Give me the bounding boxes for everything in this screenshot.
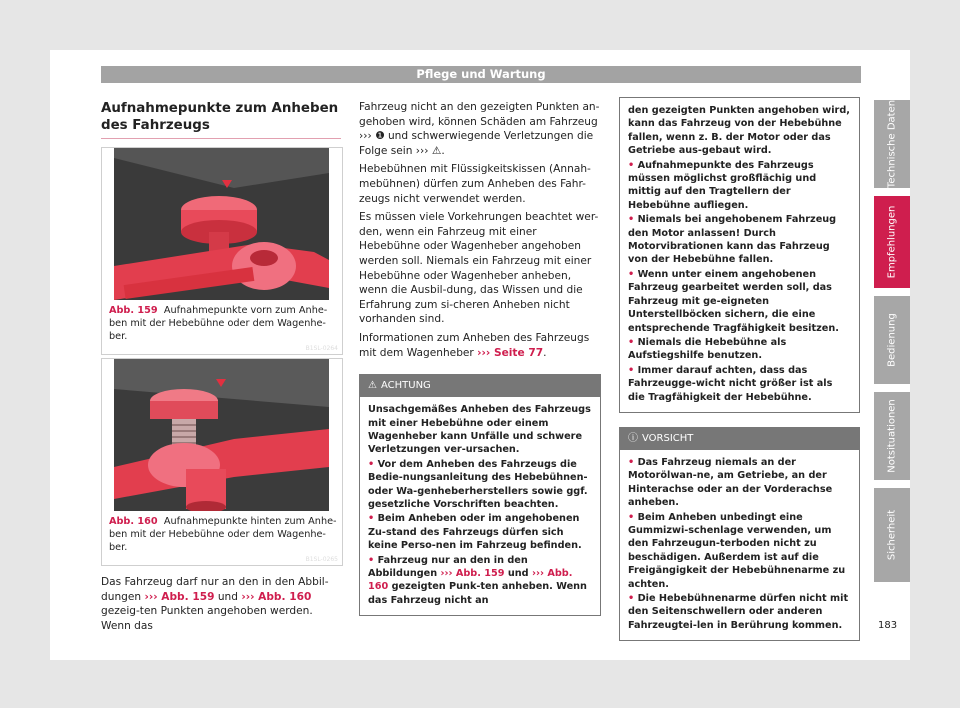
column-2 (359, 100, 601, 616)
tab-technische-daten[interactable]: Technische Daten (874, 100, 910, 188)
tab-bedienung[interactable]: Bedienung (874, 296, 910, 384)
warning-triangle-icon: ⚠ (368, 380, 377, 392)
paragraph: Informationen zum Anheben des Fahrzeugs mit dem Wagenheber ››› Seite 77. (359, 331, 590, 359)
paragraph: Fahrzeug nicht an den gezeigten Punkten an-gehoben wird, können Schäden am Fahrzeug ››› ❶ und schwerwiegende Verletzungen die Folge sein ››› ⚠. (359, 101, 600, 157)
tab-notsituationen[interactable]: Notsituationen (874, 392, 910, 480)
figure-code: B1SL-0265 (305, 556, 338, 563)
caution-box (619, 427, 860, 641)
bullet-icon: • (368, 513, 375, 525)
ref-abb-160[interactable]: ››› Abb. 160 (241, 590, 312, 603)
paragraph: Hebebühnen mit Flüssigkeitskissen (Annah-mebühnen) dürfen zum Anheben des Fahr-zeugs nicht verwendet werden. (359, 163, 591, 205)
caution-box-header: ⓘ VORSICHT (620, 428, 859, 450)
bullet-icon: • (628, 456, 635, 468)
column-1 (101, 100, 341, 134)
tab-empfehlungen[interactable]: Empfehlungen (874, 196, 910, 288)
warning-box (359, 374, 601, 616)
warning-box-body: den gezeigten Punkten angehoben wird, kann das Fahrzeug von der Hebebühne fallen, wenn z. B. der Motor oder das Getriebe aus-gebaut wird. • Aufnahmepunkte des Fahrzeugs müssen möglichst großflächig und mittig auf den Tragtellern der Hebebühne aufliegen. • Niemals bei angehobenem Fahrzeug den Motor anlassen! Durch Motorvibrationen kann das Fahrzeug von der Hebebühne fallen. • Wenn unter einem angehobenen Fahrzeug gearbeitet werden soll, das Fahrzeug mit ge-eigneten Unterstellböcken sichern, die eine entsprechende Tragfähigkeit besitzen. • Niemals die Hebebühne als Aufstiegshilfe benutzen. • Immer darauf achten, dass das Fahrzeugge-wicht nicht größer ist als die Tragfähigkeit der Hebebühne. (628, 105, 850, 403)
tab-sicherheit[interactable]: Sicherheit (874, 488, 910, 582)
bullet-icon: • (628, 511, 635, 523)
column-3 (619, 97, 860, 641)
ref-abb-159[interactable]: ››› Abb. 159 (144, 590, 215, 603)
caution-box-body: • Das Fahrzeug niemals an der Motorölwan-ne, am Getriebe, an der Hinterachse oder an der Vorderachse anheben. • Beim Anheben unbedingt eine Gummizwi-schenlage verwenden, um den Fahrzeugun-terboden nicht zu beschädigen. Außerdem ist auf die Freigängigkeit der Hebebühnenarme zu achten. • Die Hebebühnenarme dürfen nicht mit den Seitenschwellern oder anderen Fahrzeugtei-len in Berührung kommen. (628, 456, 849, 631)
info-circle-icon: ⓘ (628, 432, 638, 444)
figure-image-front (114, 148, 329, 300)
figure-caption-text: Aufnahmepunkte vorn zum Anhe-ben mit der Hebebühne oder dem Wagenhe-ber. (109, 305, 328, 342)
ref-seite-77[interactable]: ››› Seite 77 (477, 346, 544, 359)
intro-paragraph: Das Fahrzeug darf nur an den in den Abbil-dungen ››› Abb. 159 und ››› Abb. 160 gezeig-ten Punkten angehoben werden. Wenn das (101, 576, 329, 632)
section-title: Aufnahmepunkte zum Anheben des Fahrzeugs (101, 101, 339, 133)
bullet-icon: • (628, 364, 635, 376)
bullet-icon: • (628, 268, 635, 280)
figure-image-rear (114, 359, 329, 511)
bullet-icon: • (368, 554, 375, 566)
figure-159 (101, 147, 343, 355)
bullet-icon: • (368, 458, 375, 470)
section-divider (101, 138, 341, 139)
figure-label: Abb. 160 (109, 516, 158, 527)
warning-box-header: ⚠ ACHTUNG (360, 375, 600, 397)
warning-box-continued (619, 97, 860, 413)
page-header: Pflege und Wartung (101, 66, 861, 83)
figure-160 (101, 358, 343, 566)
bullet-icon: • (628, 214, 635, 226)
figure-code: B1SL-0264 (305, 345, 338, 352)
bullet-icon: • (628, 159, 635, 171)
figure-caption-text: Aufnahmepunkte hinten zum Anhe-ben mit der Hebebühne oder dem Wagenhe-ber. (109, 516, 337, 553)
page-number: 183 (878, 620, 898, 631)
bullet-icon: • (628, 593, 635, 604)
paragraph: Es müssen viele Vorkehrungen beachtet wer-den, wenn ein Fahrzeug mit einer Hebebühne oder Wagenheber angehoben werden soll. Niemals ein Fahrzeug mit einer Hebebühne oder Wagenheber anheben, wenn die Ausbil-dung, das Wissen und die Erfahrung zum si-cheren Anheben nicht vorhanden sind. (359, 211, 599, 326)
figure-caption (109, 516, 337, 554)
figure-caption (109, 305, 337, 343)
figure-label: Abb. 159 (109, 305, 158, 316)
bullet-icon: • (628, 336, 635, 348)
warning-box-body: Unsachgemäßes Anheben des Fahrzeugs mit einer Hebebühne oder einem Wagenheber kann Unfälle und schwere Verletzungen ver-ursachen. • Vor dem Anheben des Fahrzeugs die Bedie-nungsanleitung des Hebebühnen-oder Wa-genheberherstellers sowie ggf. gesetzliche Vorschriften beachten. • Beim Anheben oder im angehobenen Zu-stand des Fahrzeugs dürfen sich keine Perso-nen im Fahrzeug befinden. • Fahrzeug nur an den in den Abbildungen ››› Abb. 159 und ››› Abb. 160 gezeigten Punk-ten anheben. Wenn das Fahrzeug nicht an (368, 404, 591, 606)
